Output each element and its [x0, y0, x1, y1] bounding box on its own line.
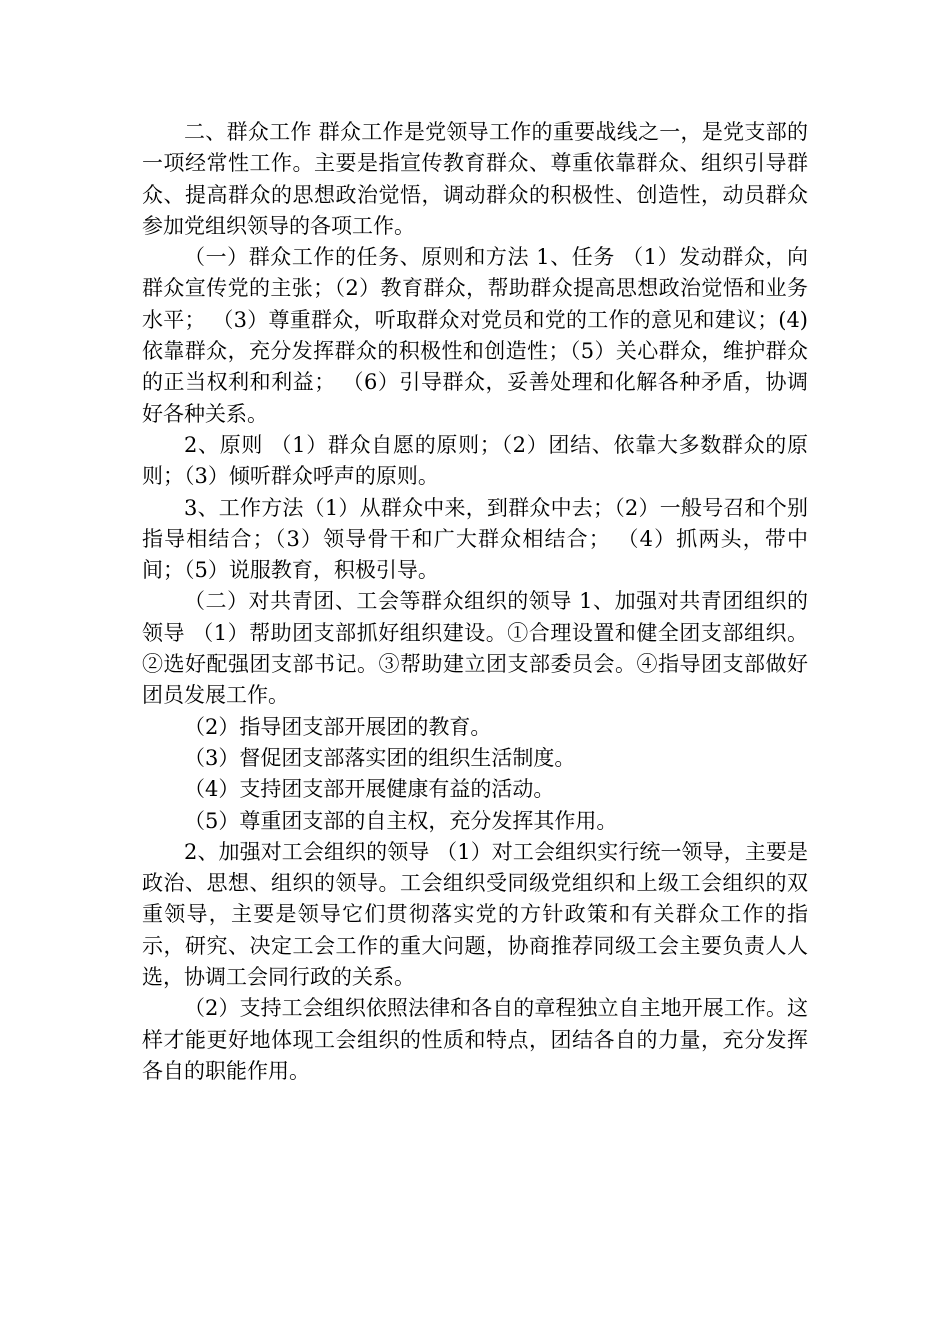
list-item: （4）支持团支部开展健康有益的活动。: [184, 777, 555, 802]
list-item: （2）指导团支部开展团的教育。: [184, 714, 492, 739]
paragraph-youth-league-leadership: （二）对共青团、工会等群众组织的领导 1、加强对共青团组织的领导 （1）帮助团支部抓好组织建设。①合理设置和健全团支部组织。②选好配强团支部书记。③帮助建立团支部委员会。④指导团支部做好团员发展工作。: [142, 589, 808, 708]
list-item: （3）督促团支部落实团的组织生活制度。: [184, 745, 576, 770]
list-item: （5）尊重团支部的自主权，充分发挥其作用。: [184, 808, 618, 833]
document-body: [142, 117, 808, 1087]
paragraph-tasks: （一）群众工作的任务、原则和方法 1、任务 （1）发动群众，向群众宣传党的主张；（2）教育群众，帮助群众提高思想政治觉悟和业务水平； （3）尊重群众，听取群众对党员和党的工作的意见和建议；(4)依靠群众，充分发挥群众的积极性和创造性；（5）关心群众，维护群众的正当权利和利益； （6）引导群众，妥善处理和化解各种矛盾，协调好各种关系。: [142, 245, 808, 426]
paragraph-trade-union-leadership: 2、加强对工会组织的领导 （1）对工会组织实行统一领导，主要是政治、思想、组织的领导。工会组织受同级党组织和上级工会组织的双重领导，主要是领导它们贯彻落实党的方针政策和有关群众工作的指示，研究、决定工会工作的重大问题，协商推荐同级工会主要负责人人选，协调工会同行政的关系。: [142, 839, 808, 990]
paragraph-methods: 3、工作方法（1）从群众中来，到群众中去；（2）一般号召和个别指导相结合；（3）领导骨干和广大群众相结合； （4）抓两头，带中间；（5）说服教育，积极引导。: [142, 495, 808, 583]
paragraph-mass-work-intro: 二、群众工作 群众工作是党领导工作的重要战线之一，是党支部的一项经常性工作。主要是指宣传教育群众、尊重依靠群众、组织引导群众、提高群众的思想政治觉悟，调动群众的积极性、创造性，动员群众参加党组织领导的各项工作。: [142, 120, 808, 238]
paragraph-trade-union-support: （2）支持工会组织依照法律和各自的章程独立自主地开展工作。这样才能更好地体现工会组织的性质和特点，团结各自的力量，充分发挥各自的职能作用。: [142, 996, 808, 1083]
paragraph-principles: 2、原则 （1）群众自愿的原则；（2）团结、依靠大多数群众的原则；（3）倾听群众呼声的原则。: [142, 432, 808, 489]
